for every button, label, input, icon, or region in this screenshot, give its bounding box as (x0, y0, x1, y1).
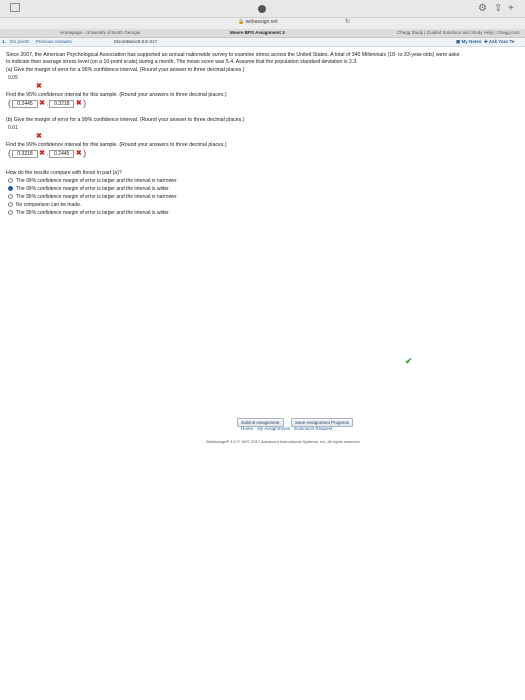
footer-links (241, 426, 335, 431)
tab-strip (0, 29, 525, 38)
question-number: 1. (2, 39, 6, 44)
part-b-prompt: (b) Give the margin of error for a 99% confidence interval. (Round your answer to three decimal places.) (6, 117, 245, 123)
save-progress-button[interactable]: Save Assignment Progress (291, 418, 353, 427)
previous-answers-link[interactable]: Previous Answers (36, 39, 72, 44)
my-notes-button[interactable]: ▣ My Notes (456, 39, 482, 44)
part-b-ci-row: ( 0.3218 ✖ , 0.2445 ✖ ) (8, 148, 87, 158)
option-0-label: The 99% confidence margin of error is larger and the interval is narrower. (16, 178, 178, 184)
question-points: 0/1 points (10, 39, 30, 44)
reload-icon[interactable]: ↻ (345, 19, 351, 25)
part-b-answer-row (8, 125, 18, 132)
part-a-ci-row: ( 0.2445 ✖ , 0.3218 ✖ ) (8, 98, 87, 108)
correct-check-icon: ✔ (405, 356, 413, 366)
question-header (0, 38, 525, 47)
option-1[interactable] (8, 186, 170, 193)
radio-option-3[interactable] (8, 202, 13, 207)
part-b-ci-prompt: Find the 99% confidence interval for this sample. (Round your answers to three decimal places.) (6, 142, 227, 148)
option-4-label: The 95% confidence margin of error is larger and the interval is wider. (16, 210, 170, 216)
lock-icon: 🔒 (238, 19, 245, 25)
radio-option-2[interactable] (8, 194, 13, 199)
part-b-ci-high-x-icon: ✖ (75, 150, 82, 157)
recording-indicator-icon (258, 5, 266, 13)
problem-intro-line-1: Since 2007, the American Psychological Association has supported an annual nationwide survey to examine stress across the United States. A total of 340 Millennials (18- to 33-year-olds) were aske (6, 52, 460, 58)
problem-intro-line-2: to indicate their average stress level (on a 10-point scale) during a month. The mean score was 5.4. Assume that the population standard deviation is 2.3. (6, 59, 358, 65)
part-a-ci-prompt: Find the 95% confidence interval for this sample. (Round your answers to three decimal places.) (6, 92, 227, 98)
ask-teacher-label: Ask Your Te (488, 39, 515, 44)
question-nav (36, 39, 75, 44)
radio-option-4[interactable] (8, 210, 13, 215)
question-source: MooreBasic8 8.E.017 (114, 39, 158, 44)
option-0[interactable] (8, 178, 178, 185)
option-1-label: The 99% confidence margin of error is larger and the interval is wider. (16, 186, 170, 192)
part-a-ci-low-x-icon: ✖ (39, 100, 45, 107)
new-tab-icon[interactable]: + (508, 3, 514, 14)
radio-option-1[interactable] (8, 186, 13, 191)
part-b-x-mark: ✖ (36, 133, 42, 140)
part-b-ci-low-x-icon: ✖ (39, 150, 45, 157)
part-a-prompt: (a) Give the margin of error for a 95% confidence interval. (Round your answer to three decimal places.) (6, 67, 245, 73)
tabs-overview-icon[interactable] (10, 3, 20, 12)
browser-toolbar (0, 0, 525, 18)
option-3-label: No comparison can be made. (16, 202, 82, 208)
share-icon[interactable]: ⇪ (494, 3, 503, 14)
address-bar[interactable] (0, 18, 525, 29)
settings-icon[interactable]: ⚙ (478, 3, 487, 14)
extension-request-link[interactable]: Extension Request (294, 426, 333, 431)
tab-assignment[interactable]: Moore BPS Assignment 3 (230, 30, 285, 35)
my-notes-label: My Notes (461, 39, 482, 44)
assignment-page (0, 38, 525, 700)
part-b-answer[interactable]: 0.01 (8, 125, 18, 131)
home-link[interactable]: Home (241, 426, 254, 431)
part-a-answer-row (8, 75, 18, 82)
submit-assignment-button[interactable]: Submit Assignment (237, 418, 284, 427)
part-b-ci-low-field[interactable]: 0.3218 (12, 150, 37, 158)
tab-homepage[interactable]: Homepage - University of North Georgia (60, 30, 141, 35)
url-text[interactable] (238, 19, 278, 25)
option-2-label: The 95% confidence margin of error is larger and the interval is narrower. (16, 194, 178, 200)
my-assignments-link[interactable]: My Assignments (257, 426, 291, 431)
option-3[interactable] (8, 202, 81, 209)
copyright-text: WebAssign® 4.0 © 1997-2017 Advanced Instructional Systems, Inc. All rights reserved. (206, 439, 361, 444)
compare-prompt: How do the results compare with those in part (a)? (6, 170, 122, 176)
radio-option-0[interactable] (8, 178, 13, 183)
part-a-answer[interactable]: 0.05 (8, 75, 18, 81)
url-value: webassign.net (245, 19, 278, 25)
option-2[interactable] (8, 194, 178, 201)
part-b-ci-high-field[interactable]: 0.2445 (49, 150, 74, 158)
part-a-ci-high-field[interactable]: 0.3218 (49, 100, 74, 108)
tab-chegg[interactable]: Chegg Study | Guided Solutions and Study Help | Chegg.com (397, 30, 520, 35)
part-a-x-mark: ✖ (36, 83, 42, 90)
part-a-ci-low-field[interactable]: 0.2445 (12, 100, 37, 108)
option-4[interactable] (8, 210, 170, 217)
ask-teacher-button[interactable]: ✚ Ask Your Te (484, 39, 515, 44)
part-a-ci-high-x-icon: ✖ (75, 100, 82, 107)
